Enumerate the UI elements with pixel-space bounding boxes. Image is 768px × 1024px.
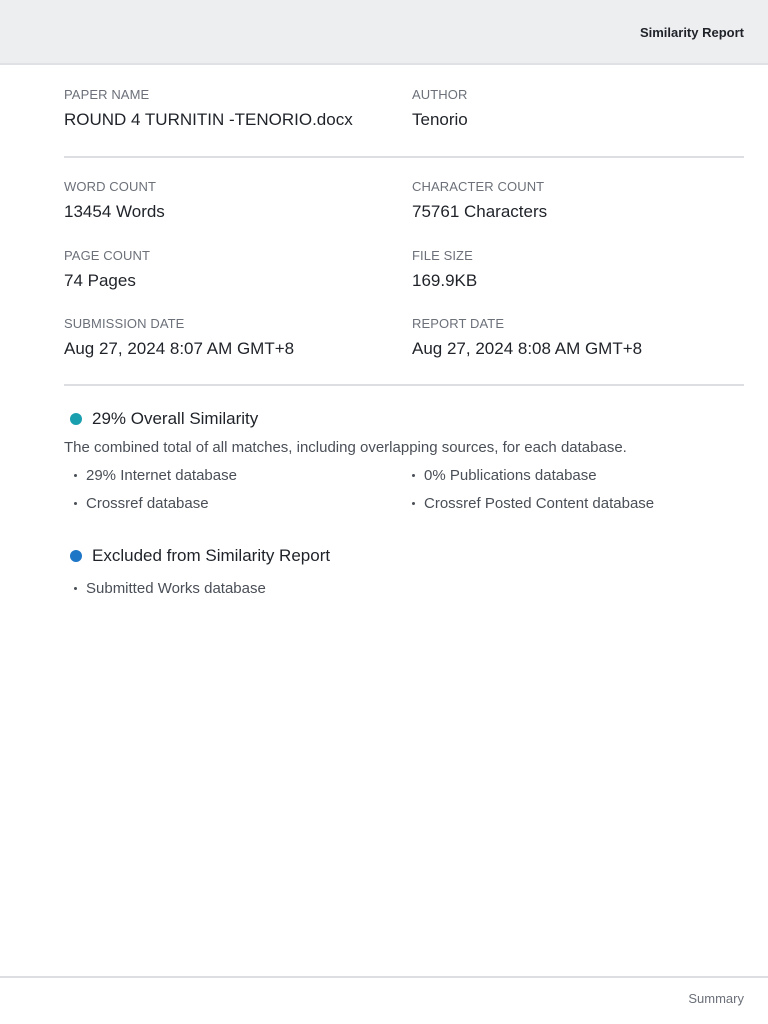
footer-divider	[0, 976, 768, 978]
page-count-value: 74 Pages	[64, 271, 136, 290]
file-size-field	[412, 248, 477, 291]
list-item	[74, 467, 237, 484]
word-count-value: 13454 Words	[64, 202, 165, 221]
footer-summary: Summary	[688, 991, 744, 1006]
excluded-title: Excluded from Similarity Report	[92, 546, 331, 565]
submission-date-label: SUBMISSION DATE	[64, 316, 185, 331]
list-item	[412, 495, 654, 512]
page-count-field	[64, 248, 150, 291]
list-item-label: 29% Internet database	[86, 467, 237, 484]
report-title: Similarity Report	[639, 25, 744, 40]
report-date-value: Aug 27, 2024 8:08 AM GMT+8	[412, 339, 643, 358]
author-label: AUTHOR	[412, 87, 468, 102]
list-item-label: Crossref database	[86, 495, 209, 512]
similarity-title: 29% Overall Similarity	[92, 409, 259, 428]
report-header	[0, 0, 768, 65]
bullet-icon	[412, 502, 415, 505]
list-item-label: Crossref Posted Content database	[424, 495, 655, 512]
report-date-label: REPORT DATE	[412, 316, 505, 331]
file-size-value: 169.9KB	[412, 271, 478, 290]
paper-name-value: ROUND 4 TURNITIN -TENORIO.docx	[64, 110, 353, 129]
similarity-section-header	[70, 409, 258, 429]
submission-date-value: Aug 27, 2024 8:07 AM GMT+8	[64, 339, 295, 358]
list-item-label: Submitted Works database	[86, 580, 266, 597]
character-count-field	[412, 179, 547, 222]
list-item-label: 0% Publications database	[424, 467, 597, 484]
author-field	[412, 87, 468, 130]
character-count-value: 75761 Characters	[412, 202, 548, 221]
word-count-field	[64, 179, 165, 222]
bullet-icon	[412, 474, 415, 477]
excluded-dot-icon	[70, 550, 82, 562]
bullet-icon	[74, 474, 77, 477]
submission-date-field	[64, 316, 294, 359]
bullet-icon	[74, 502, 77, 505]
character-count-label: CHARACTER COUNT	[412, 179, 545, 194]
similarity-description: The combined total of all matches, including overlapping sources, for each database.	[64, 439, 627, 456]
list-item	[74, 495, 209, 512]
file-size-label: FILE SIZE	[412, 248, 473, 263]
bullet-icon	[74, 587, 77, 590]
report-date-field	[412, 316, 642, 359]
list-item	[412, 467, 597, 484]
author-value: Tenorio	[412, 110, 468, 129]
list-item	[74, 580, 266, 597]
divider	[64, 156, 744, 158]
paper-name-field	[64, 87, 353, 130]
excluded-section-header	[70, 546, 330, 566]
paper-name-label: PAPER NAME	[64, 87, 150, 102]
divider	[64, 384, 744, 386]
word-count-label: WORD COUNT	[64, 179, 156, 194]
similarity-dot-icon	[70, 413, 82, 425]
page-count-label: PAGE COUNT	[64, 248, 150, 263]
